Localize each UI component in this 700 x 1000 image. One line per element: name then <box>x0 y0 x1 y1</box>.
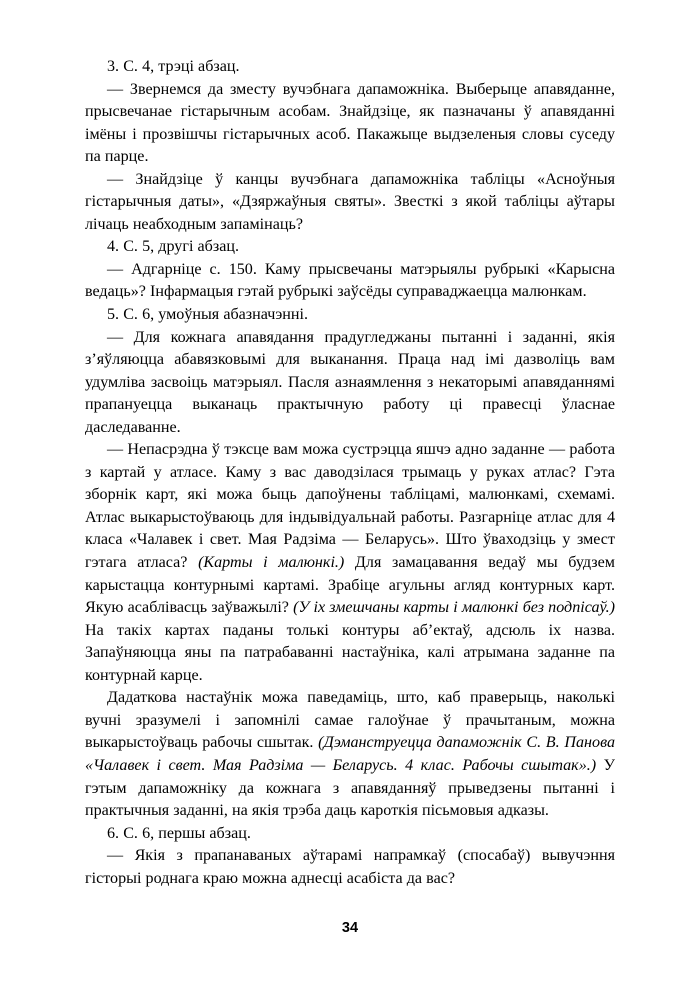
paragraph-teacher-note <box>85 687 615 822</box>
paragraph-item-5-question-2 <box>85 439 615 687</box>
italic-run: (Дэманструецца дапаможнік С. В. Панова «Чалавек і свет. Мая Радзіма — Беларусь. 4 клас. Рабочы сшытак».) <box>85 734 615 774</box>
page-number: 34 <box>341 920 359 936</box>
paragraph-item-3-question-2: — Знайдзіце ў канцы вучэбнага дапаможніка табліцы «Асноўныя гістарычныя даты», «Дзяржаўныя святы». Звесткі з якой табліцы аўтары лічаць неабходным запамінаць? <box>85 170 615 233</box>
text-run: — Непасрэдна ў тэксце вам можа сустрэцца яшчэ адно заданне — работа з картай у атласе. Каму з вас даводзілася трымаць у руках атлас? Гэта зборнік карт, які можа быць дапоўнены табліцамі, малюнкамі, схемамі. Атлас выкарыстоўваюць для індывідуальнай работы. Разгарніце атлас для 4 класа «Чалавек і свет. Мая Радзіма — Беларусь». Што ўваходзіць у змест гэтага атласа? <box>85 441 615 572</box>
paragraph-item-5-question-1: — Для кожнага апавядання прадугледжаны пытанні і заданні, якія з’яўляюцца абавязковымі для выканання. Праца над імі дазволіць вам удумліва засвоіць матэрыял. Пасля азнаямлення з некаторымі апавяданнямі прапануецца выканаць практычную работу ці правесці ўласнае даследаванне. <box>85 328 615 436</box>
paragraph-item-3-heading: 3. С. 4, трэці абзац. <box>107 58 240 75</box>
text-run: На такіх картах паданы толькі контуры аб’ектаў, адсюль іх назва. Запаўняюцца яны па патрабаванні настаўніка, калі атрымана заданне па контурнай карце. <box>85 621 615 684</box>
italic-run: (Карты і малюнкі.) <box>198 554 345 572</box>
paragraph-item-3-question-1: — Звернемся да зместу вучэбнага дапаможніка. Выберыце апавяданне, прысвечанае гістарычным асобам. Знайдзіце, як пазначаны ў апавяданні імёны і прозвішчы гістарычных асоб. Пакажыце выдзеленыя словы суседу па парце. <box>85 80 615 166</box>
text-column <box>85 56 615 890</box>
text-run: Для замацавання ведаў мы будзем карыстацца контурнымі картамі. Зрабіце агульны агляд контурных карт. Якую асаблівасць заўважылі? <box>85 554 615 617</box>
paragraph-item-5-heading: 5. С. 6, умоўныя абазначэнні. <box>107 306 308 324</box>
paragraph-item-6-heading: 6. С. 6, першы абзац. <box>107 824 251 842</box>
paragraph-item-4-question-1: — Адгарніце с. 150. Каму прысвечаны матэрыялы рубрыкі «Карысна ведаць»? Інфармацыя гэтай рубрыкі заўсёды суправаджаецца малюнкам. <box>85 260 615 301</box>
paragraph-item-4-heading: 4. С. 5, другі абзац. <box>107 238 240 256</box>
italic-run: (У іх змешчаны карты і малюнкі без подпісаў.) <box>293 599 615 617</box>
paragraph-item-6-question-1: — Якія з прапанаваных аўтарамі напрамкаў (спосабаў) вывучэння гісторыі роднага краю можна аднесці асабіста да вас? <box>85 847 615 887</box>
text-run: Дадаткова настаўнік можа паведаміць, што, каб праверыць, наколькі вучні зразумелі і запомнілі самае галоўнае ў прачытаным, можна выкарыстоўваць рабочы сшытак. <box>85 689 615 752</box>
text-run: У гэтым дапаможніку да кожнага з апавяданняў прыведзены пытанні і практычныя заданні, на якія трэба даць кароткія пісьмовыя адказы. <box>85 756 615 820</box>
